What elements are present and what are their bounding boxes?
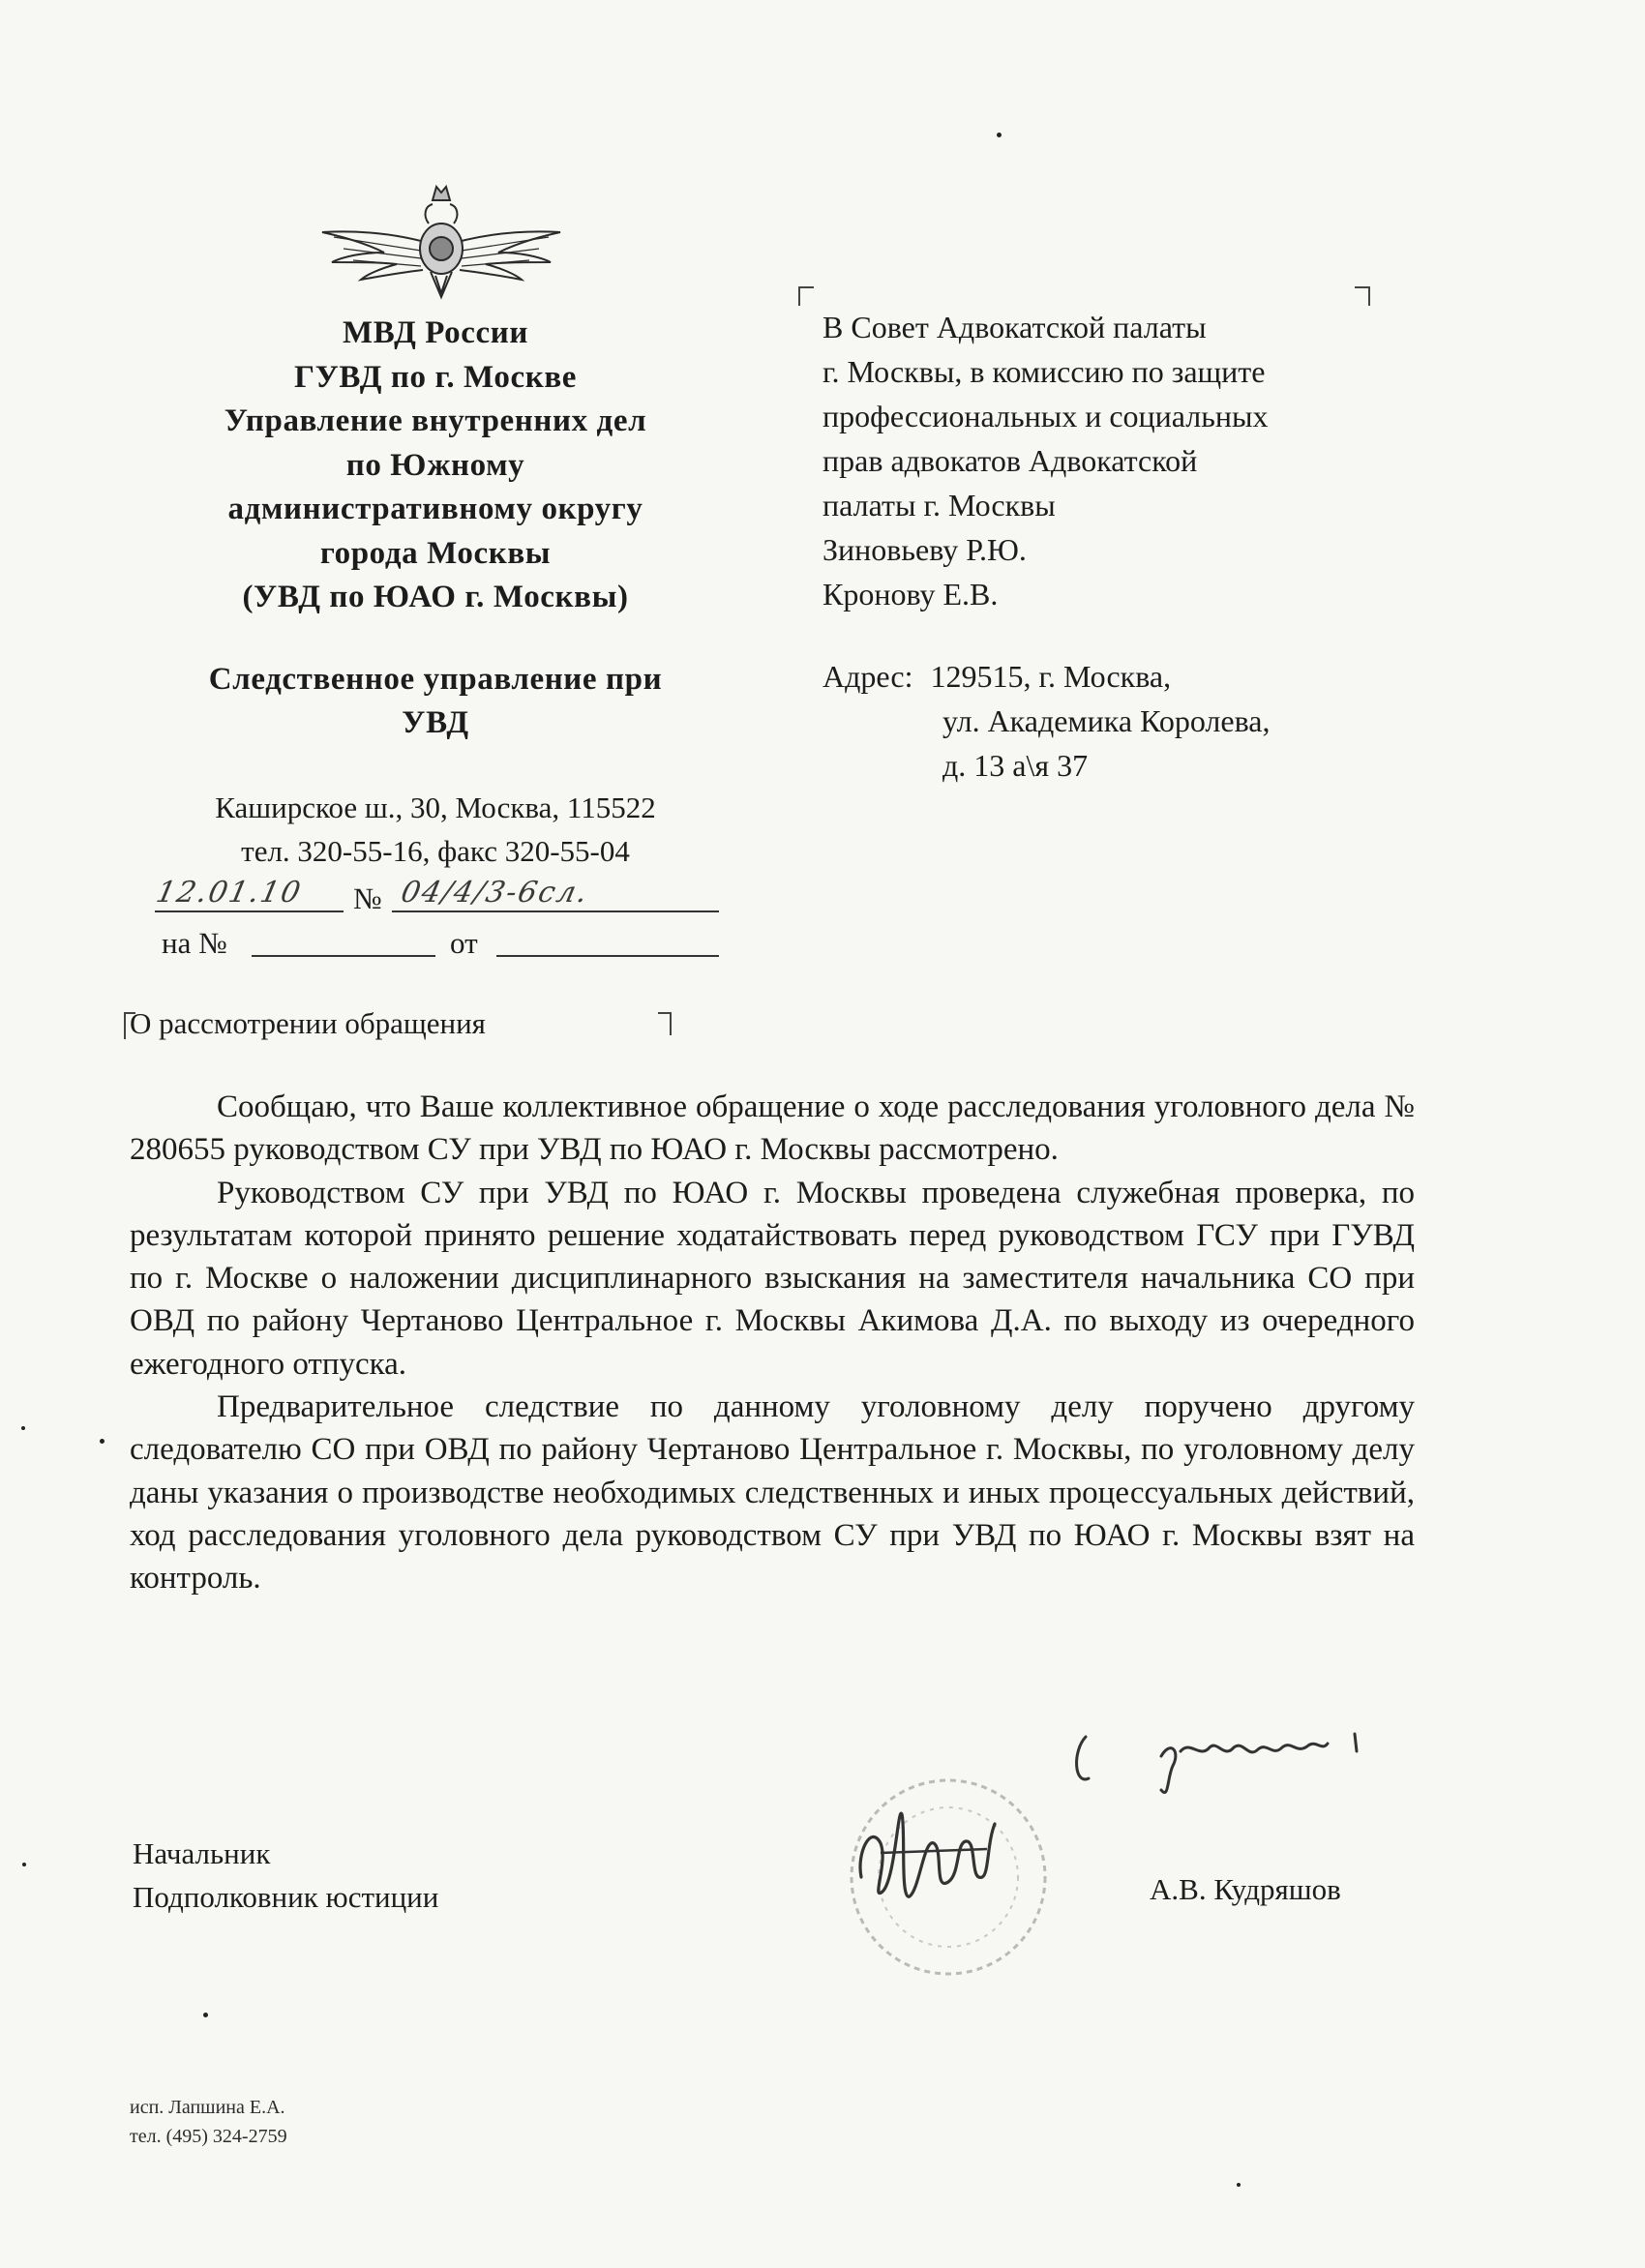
signatory-position <box>133 1832 438 1919</box>
scan-speck <box>22 1863 26 1866</box>
org-line: ГУВД по г. Москве <box>294 359 577 395</box>
addressee-line: г. Москвы, в комиссию по защите <box>822 354 1266 389</box>
position-line: Начальник <box>133 1836 271 1870</box>
addressee-corner-left <box>798 286 814 306</box>
sender-address <box>135 786 735 873</box>
addressee-line: Зиновьеву Р.Ю. <box>822 532 1027 567</box>
executor-name: исп. Лапшина Е.А. <box>130 2097 285 2118</box>
org-line: города Москвы <box>319 535 552 571</box>
handwritten-signature <box>842 1785 1016 1930</box>
executor-phone: тел. (495) 324-2759 <box>130 2126 287 2147</box>
ref-number-line <box>252 922 435 957</box>
letter-subject: О рассмотрении обращения <box>130 1006 486 1040</box>
body-paragraph: Сообщаю, что Ваше коллективное обращение о ходе расследования уголовного дела № 280655 руководством СУ при УВД по ЮАО г. Москвы рассмотрено. <box>130 1089 1415 1168</box>
ref-date-line <box>496 922 719 957</box>
scan-speck <box>21 1426 25 1430</box>
sender-address-line: тел. 320-55-16, факс 320-55-04 <box>241 834 630 868</box>
addressee-address <box>822 654 1270 788</box>
letter-body <box>130 1086 1415 1600</box>
org-line: МВД России <box>342 315 528 350</box>
sender-address-line: Каширское ш., 30, Москва, 115522 <box>215 791 656 824</box>
handwritten-annotation <box>1064 1713 1393 1805</box>
body-paragraph: Предварительное следствие по данному уголовному делу поручено другому следователю СО при ОВД по району Чертаново Центральное г. Москвы, по уголовному делу даны указания о производстве необходимых следственных и иных процессуальных действий, ход расследования уголовного дела руководством СУ при УВД по ЮАО г. Москвы взят на контроль. <box>130 1389 1415 1597</box>
number-label: № <box>353 881 382 915</box>
addressee-line: профессиональных и социальных <box>822 399 1269 433</box>
address-line: 129515, г. Москва, <box>930 659 1172 694</box>
address-line: ул. Академика Королева, <box>942 703 1271 738</box>
scan-speck <box>100 1439 105 1444</box>
organization-block <box>135 312 735 620</box>
scan-speck <box>997 133 1002 137</box>
addressee-block <box>822 305 1364 616</box>
body-paragraph: Руководством СУ при УВД по ЮАО г. Москвы проведена служебная проверка, по результатам которой принято решение ходатайствовать перед руководством ГСУ при ГУВД по г. Москве о наложении дисциплинарного взыскания на заместителя начальника СО при ОВД по району Чертаново Центральное г. Москвы Акимова Д.А. по выходу из очередного ежегодного отпуска. <box>130 1175 1415 1382</box>
addressee-line: В Совет Адвокатской палаты <box>822 310 1207 344</box>
scan-speck <box>203 2013 208 2017</box>
addressee-corner-right <box>1355 286 1370 306</box>
org-line: (УВД по ЮАО г. Москвы) <box>242 580 629 614</box>
registration-date: 12.01.10 <box>153 876 306 910</box>
registration-block <box>155 876 735 972</box>
addressee-line: палаты г. Москвы <box>822 488 1056 522</box>
department-line: УВД <box>402 705 469 740</box>
mvd-emblem <box>314 179 568 305</box>
ref-label: на № <box>162 926 227 960</box>
address-line: д. 13 а\я 37 <box>942 748 1089 783</box>
signatory-name: А.В. Кудряшов <box>1150 1872 1341 1906</box>
subject-corner-right <box>658 1012 672 1035</box>
executor-footer <box>130 2093 287 2151</box>
addressee-line: прав адвокатов Адвокатской <box>822 443 1198 478</box>
scan-speck <box>1237 2183 1241 2187</box>
org-line: Управление внутренних дел <box>224 403 647 438</box>
org-line: по Южному <box>345 447 525 483</box>
department-block <box>135 658 735 745</box>
address-label: Адрес: <box>822 659 913 694</box>
org-line: административному округу <box>227 492 643 526</box>
department-line: Следственное управление при <box>208 662 663 697</box>
addressee-line: Кронову Е.В. <box>822 577 999 612</box>
position-line: Подполковник юстиции <box>133 1880 439 1914</box>
from-label: от <box>450 926 478 960</box>
registration-number: 04/4/3-6сл. <box>398 876 592 910</box>
